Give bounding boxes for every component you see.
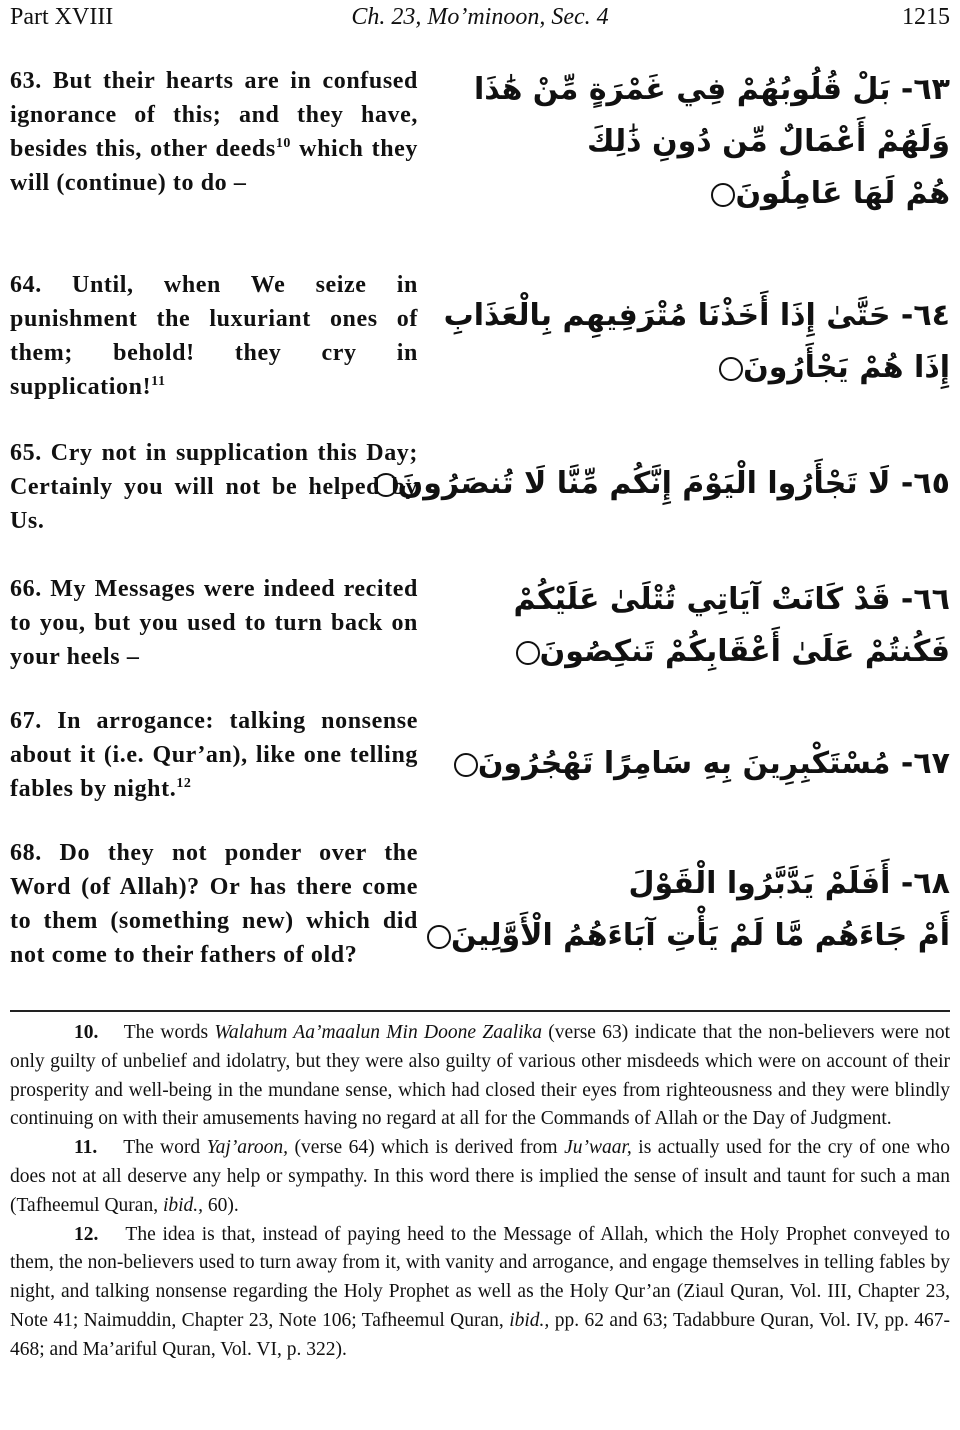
part-label: Part XVIII [10, 4, 114, 30]
arabic-line: وَلَهُمْ أَعْمَالٌ مِّن دُونِ ذَٰلِكَ [586, 124, 950, 159]
footnote-ref[interactable]: 10 [275, 136, 292, 151]
chapter-title: Ch. 23, Mo’minoon, Sec. 4 [351, 4, 609, 30]
footnote-ref[interactable]: 12 [176, 776, 192, 791]
arabic-line: أَمْ جَاءَهُم مَّا لَمْ يَأْتِ آبَاءَهُمُ الْأَوَّلِينَ [438, 910, 950, 962]
verse-67-translation: 67. In arrogance: talking nonsense about it (i.e. Qur’an), like one telling fables by night.$^{12}$ [10, 708, 418, 802]
arabic-line: إِذَا هُمْ يَجْأَرُونَ [438, 342, 950, 394]
footnotes [10, 1019, 950, 1365]
verse-68-translation: 68. Do they not ponder over the Word (of Allah)? Or has there come to them (something new) which did not come to their fathers of old? [10, 840, 418, 968]
verse-end-marker-icon [454, 753, 478, 777]
footnote-11: 11. The word Yaj’aroon, (verse 64) which is derived from Ju’waar, is actually used for the cry of one who does not at all deserve any help or sympathy. In this word there is implied the sense of insult and taunt for such a man (Tafheemul Quran, ibid., 60). [10, 1137, 951, 1216]
verse-63-arabic [438, 64, 950, 220]
footnote-12: 12. The idea is that, instead of paying heed to the Message of Allah, which the Holy Prophet conveyed to them, the non-believers used to turn away from it, with vanity and arrogance, and engage themselves in telling fables by night, and talking nonsense regarding the Holy Prophet as well as the Holy Qur’an (Ziaul Quran, Vol. III, Chapter 23, Note 41; Naimuddin, Chapter 23, Note 106; Tafheemul Quran, ibid., pp. 62 and 63; Tadabbure Quran, Vol. IV, pp. 467-468; and Ma’ariful Quran, Vol. VI, p. 322). [10, 1223, 950, 1360]
verse-63-translation: 63. But their hearts are in confused ignorance of this; and they have, besides this, other deeds$^{10}$ which they will (continue) to do – [10, 68, 418, 196]
verse-end-marker-icon [719, 357, 743, 381]
verse-64-arabic [438, 290, 950, 394]
footnote-10: 10. The words Walahum Aa’maalun Min Doone Zaalika (verse 63) indicate that the non-believers were not only guilty of unbelief and idolatry, but they were also guilty of various other misdeeds which were on account of their prosperity and well-being in the mundane sense, which had closed their eyes from righteousness and they were blindly continuing on with their amusements having no regard at all for the Commands of Allah or the Day of Judgment. [10, 1022, 950, 1130]
verse-65-translation: 65. Cry not in supplication this Day; Certainly you will not be helped by Us. [10, 440, 418, 534]
page-header [10, 4, 950, 34]
verse-end-marker-icon [374, 473, 398, 497]
verse-65-arabic [397, 458, 950, 510]
arabic-line: ٦٦- قَدْ كَانَتْ آيَاتِي تُتْلَىٰ عَلَيْكُمْ [513, 582, 950, 617]
arabic-line: ٦٣- بَلْ قُلُوبُهُمْ فِي غَمْرَةٍ مِّنْ هَٰذَا [473, 72, 950, 107]
verse-68-arabic [438, 858, 950, 962]
verse-66-translation: 66. My Messages were indeed recited to you, but you used to turn back on your heels – [10, 576, 418, 670]
verse-64-translation: 64. Until, when We seize in punishment the luxuriant ones of them; behold! they cry in supplication!$^{11}$ [10, 272, 418, 400]
arabic-line: ٦٧- مُسْتَكْبِرِينَ بِهِ سَامِرًا تَهْجُرُونَ [438, 738, 950, 790]
verse-end-marker-icon [711, 183, 735, 207]
verse-67-arabic [438, 738, 950, 790]
arabic-line: ٦٤- حَتَّىٰ إِذَا أَخَذْنَا مُتْرَفِيهِم بِالْعَذَابِ [443, 298, 950, 333]
arabic-line: فَكُنتُمْ عَلَىٰ أَعْقَابِكُمْ تَنكِصُونَ [438, 626, 950, 678]
arabic-line: ٦٨- أَفَلَمْ يَدَّبَّرُوا الْقَوْلَ [628, 866, 950, 901]
verse-end-marker-icon [427, 925, 451, 949]
verse-end-marker-icon [516, 641, 540, 665]
footnote-ref[interactable]: 11 [151, 374, 166, 389]
arabic-line: هُمْ لَهَا عَامِلُونَ [438, 168, 950, 220]
footnote-divider [10, 1010, 950, 1012]
arabic-line: ٦٥- لَا تَجْأَرُوا الْيَوْمَ إِنَّكُم مِّنَّا لَا تُنصَرُونَ [438, 458, 950, 510]
page-number: 1215 [902, 4, 950, 30]
verse-66-arabic [438, 574, 950, 678]
